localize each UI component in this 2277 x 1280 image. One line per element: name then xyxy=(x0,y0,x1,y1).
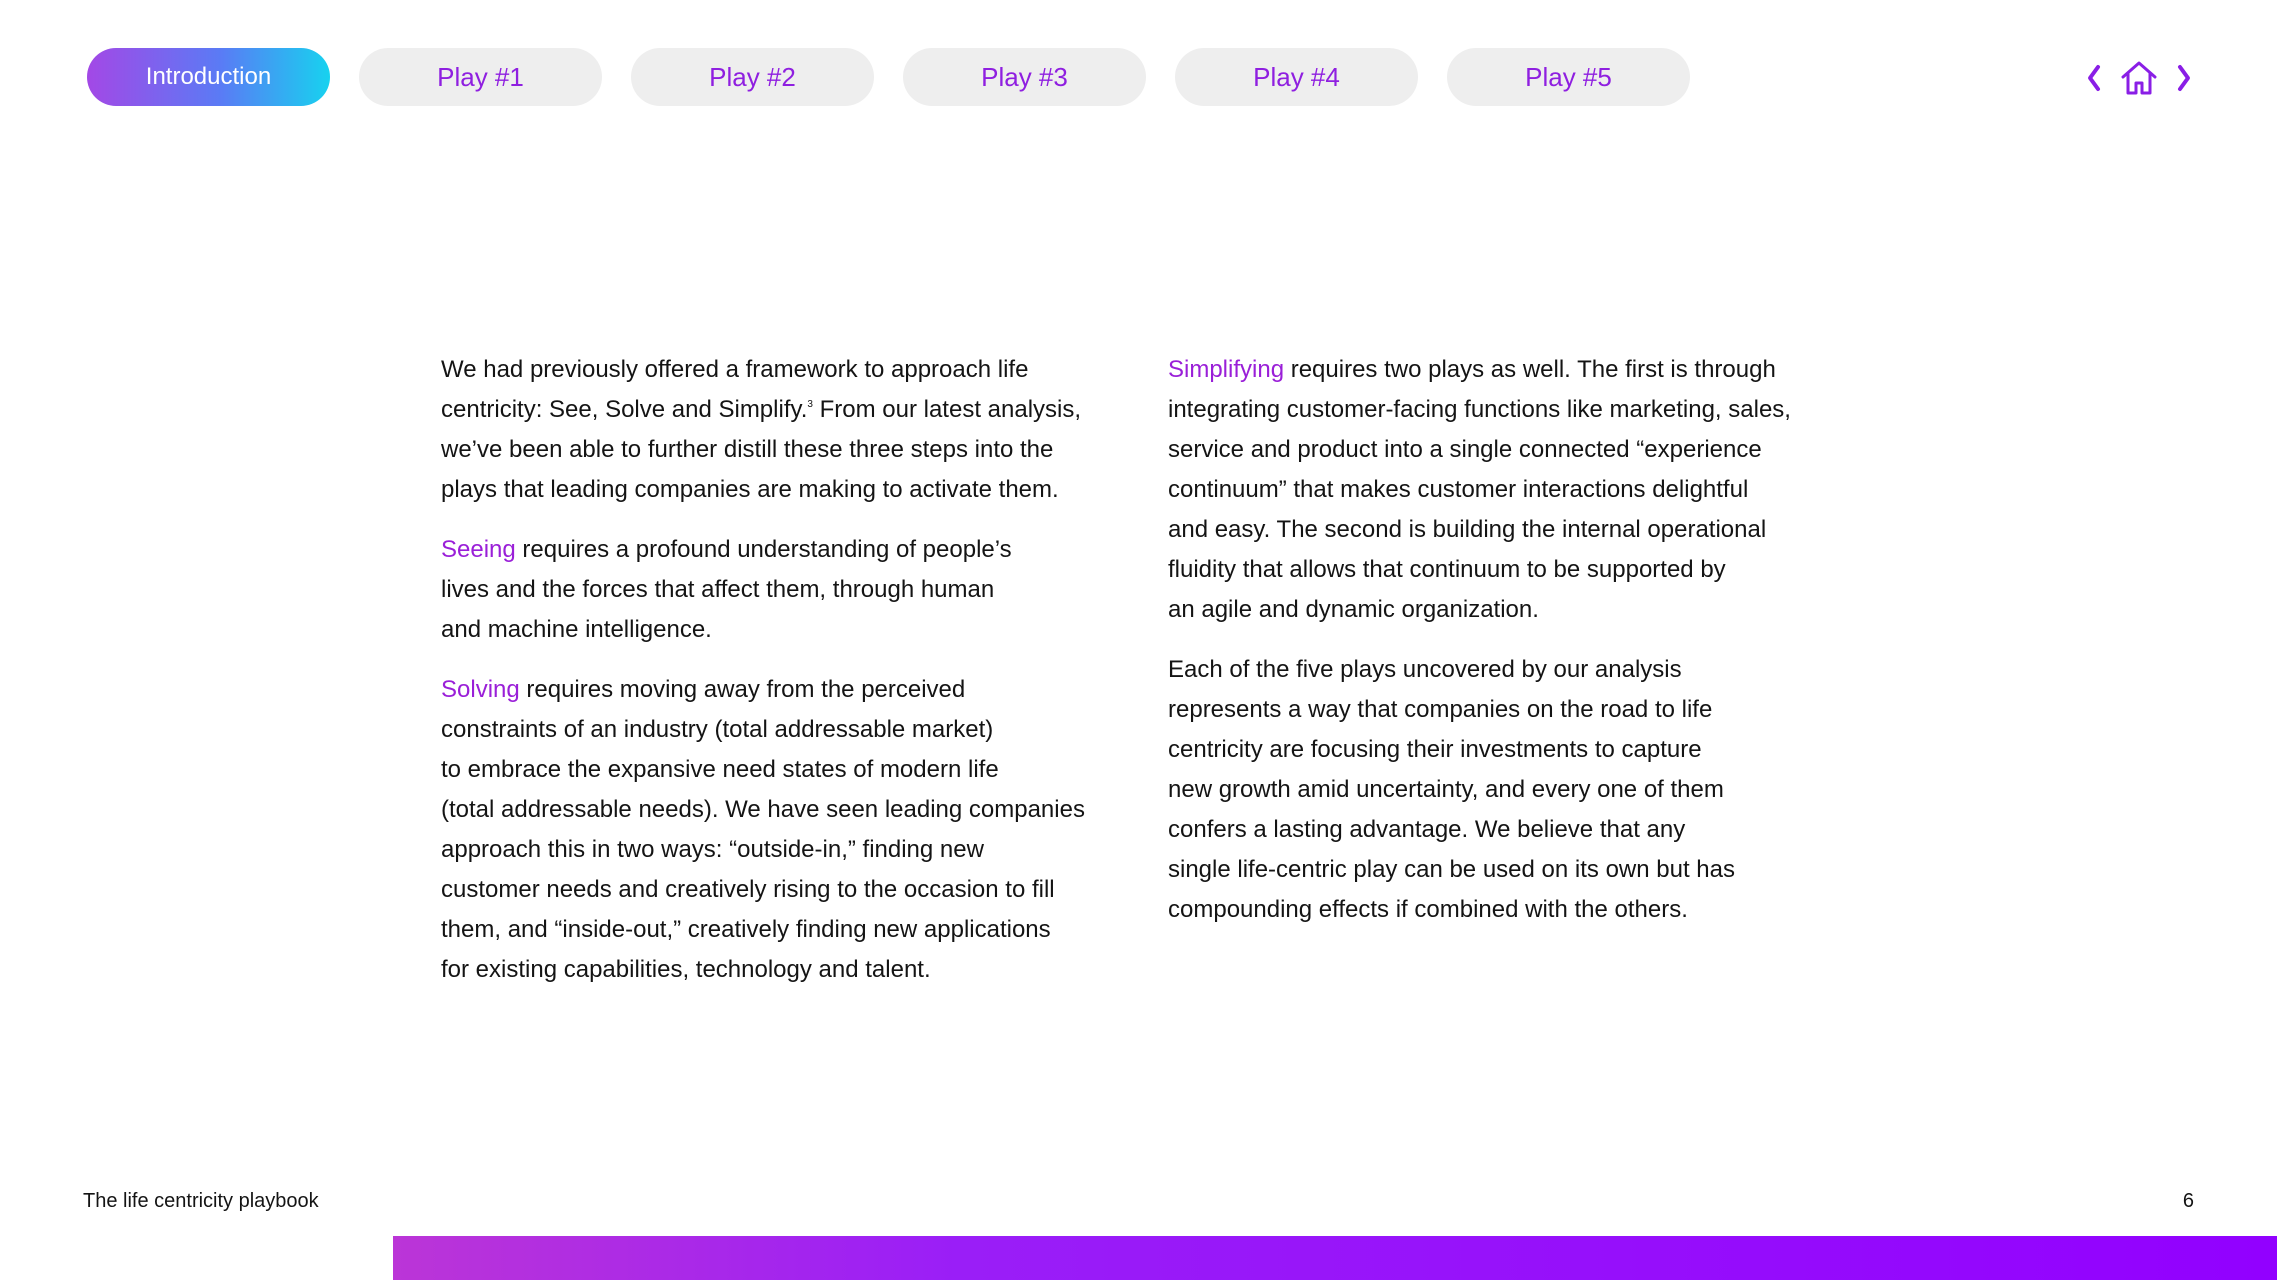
intro-text-part-2: From our latest analysis, we’ve been able to further distill these three steps into the plays that leading companies are making to activate them. xyxy=(441,396,1082,503)
simplifying-paragraph xyxy=(1168,350,1868,630)
tab-play-5[interactable]: Play #5 xyxy=(1447,48,1690,106)
seeing-paragraph xyxy=(441,530,1141,650)
simplifying-text: requires two plays as well. The first is through integrating customer-facing functions like marketing, sales, service and product into a single connected “experience continuum” that makes customer interactions delightful and easy. The second is building the internal operational fluidity that allows that continuum to be supported by an agile and dynamic organization. xyxy=(1168,356,1791,623)
page-number: 6 xyxy=(2182,1190,2194,1212)
right-text-column xyxy=(1168,350,1868,950)
chevron-left-icon xyxy=(2086,64,2102,92)
next-page-button[interactable] xyxy=(2176,64,2192,92)
tab-play-1[interactable]: Play #1 xyxy=(359,48,602,106)
solving-term: Solving xyxy=(441,676,520,703)
document-title: The life centricity playbook xyxy=(83,1190,319,1212)
footer-gradient-bar xyxy=(393,1236,2277,1280)
left-text-column xyxy=(441,350,1141,1010)
seeing-term: Seeing xyxy=(441,536,516,563)
five-plays-paragraph: Each of the five plays uncovered by our analysis represents a way that companies on the road to life centricity are focusing their investments to capture new growth amid uncertainty, and every one of them confers a lasting advantage. We believe that any single life-centric play can be used on its own but has compounding effects if combined with the others. xyxy=(1168,656,1735,923)
section-tabs xyxy=(87,48,1690,106)
footnote-reference[interactable]: 3 xyxy=(807,399,813,410)
page-navigation xyxy=(2086,60,2192,96)
seeing-text: requires a profound understanding of people’s lives and the forces that affect them, through human and machine intelligence. xyxy=(441,536,1012,643)
solving-text: requires moving away from the perceived constraints of an industry (total addressable market) to embrace the expansive need states of modern life (total addressable needs). We have seen leading companies approach this in two ways: “outside-in,” finding new customer needs and creatively rising to the occasion to fill them, and “inside-out,” creatively finding new applications for existing capabilities, technology and talent. xyxy=(441,676,1085,983)
tab-play-3[interactable]: Play #3 xyxy=(903,48,1146,106)
previous-page-button[interactable] xyxy=(2086,64,2102,92)
tab-introduction[interactable]: Introduction xyxy=(87,48,330,106)
tab-play-2[interactable]: Play #2 xyxy=(631,48,874,106)
intro-paragraph xyxy=(441,350,1141,510)
tab-play-4[interactable]: Play #4 xyxy=(1175,48,1418,106)
home-button[interactable] xyxy=(2120,60,2158,96)
solving-paragraph xyxy=(441,670,1141,990)
simplifying-term: Simplifying xyxy=(1168,356,1285,383)
chevron-right-icon xyxy=(2176,64,2192,92)
home-icon xyxy=(2120,60,2158,96)
intro-text-part-1: We had previously offered a framework to approach life centricity: See, Solve and Simplify. xyxy=(441,356,1029,423)
